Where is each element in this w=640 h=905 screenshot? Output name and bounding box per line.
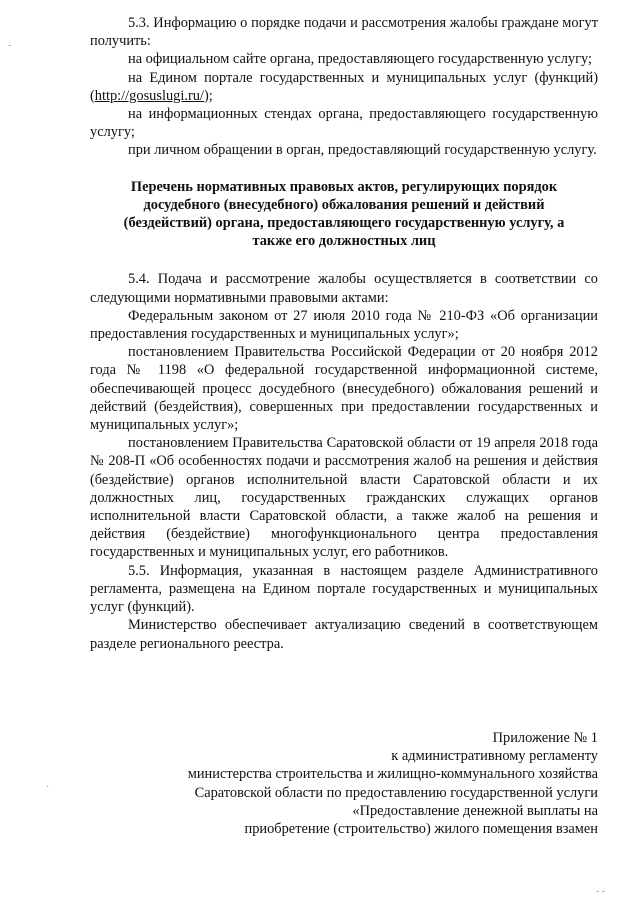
scan-mark: ·: [46, 782, 50, 793]
appendix-header: [188, 729, 598, 838]
appendix-line-5: «Предоставление денежной выплаты на: [352, 802, 598, 819]
appendix-title: Приложение № 1: [492, 730, 598, 746]
appendix-line-6: приобретение (строительство) жилого помещения взамен: [244, 821, 598, 838]
scan-mark: - -: [596, 886, 606, 897]
section-5-4-intro: 5.4. Подача и рассмотрение жалобы осуществляется в соответствии со следующими нормативными правовыми актами:: [90, 271, 598, 306]
portal-text-end: );: [203, 87, 213, 104]
appendix-line-3: министерства строительства и жилищно-коммунального хозяйства: [187, 766, 598, 783]
legal-act-saratov-resolution: постановлением Правительства Саратовской области от 19 апреля 2018 года № 208-П «Об особенностях подачи и рассмотрения жалоб на решения и действия (бездействие) органов исполнительной власти Саратовской области и их должностных лиц, государственных гражданских служащих органов исполнительной власти Саратовской области, а также жалоб на решения и действия (бездействие) многофункционального центра предоставления государственных и муниципальных услуг, его работников.: [90, 435, 598, 561]
appendix-line-4: Саратовской области по предоставлению государственной услуги: [194, 784, 598, 801]
heading-line-2: досудебного (внесудебного) обжалования решений и действий: [143, 196, 545, 213]
section-5-3-intro: 5.3. Информацию о порядке подачи и рассмотрения жалобы граждане могут получить:: [90, 15, 598, 50]
section-5-5-paragraph: 5.5. Информация, указанная в настоящем разделе Административного регламента, размещена на Едином портале государственных и муниципальных услуг (функций).: [90, 562, 598, 616]
info-source-personal-visit: при личном обращении в орган, предоставляющий государственную услугу.: [128, 142, 597, 159]
heading-line-3: (бездействий) органа, предоставляющего государственную услугу, а: [123, 215, 565, 232]
info-source-official-site: на официальном сайте органа, предоставляющего государственную услугу;: [128, 51, 593, 68]
info-source-unified-portal: [90, 69, 598, 105]
legal-act-rf-resolution: постановлением Правительства Российской Федерации от 20 ноября 2012 года № 1198 «О федеральной государственной информационной системе, обеспечивающей процесс досудебного (внесудебного) обжалования решений и действий (бездействия), совершенных при предоставлении государственных и муниципальных услуг»;: [90, 344, 598, 434]
legal-act-federal-law: Федеральным законом от 27 июля 2010 года № 210-ФЗ «Об организации предоставления государственных и муниципальных услуг»;: [90, 307, 598, 343]
scan-mark: -: [8, 40, 12, 51]
appendix-line-2: к административному регламенту: [391, 748, 598, 765]
gosuslugi-link[interactable]: http://gosuslugi.ru/: [94, 87, 204, 104]
heading-line-1: Перечень нормативных правовых актов, регулирующих порядок: [130, 178, 558, 195]
section-heading: [100, 178, 588, 251]
document-body: [90, 14, 598, 653]
info-source-stands: на информационных стендах органа, предоставляющего государственную услугу;: [90, 106, 598, 141]
heading-line-4: также его должностных лиц: [252, 233, 436, 250]
portal-text: на Едином портале государственных и муниципальных услуг (функций) (: [90, 69, 598, 104]
ministry-paragraph: Министерство обеспечивает актуализацию сведений в соответствующем разделе регионального реестра.: [90, 617, 598, 652]
